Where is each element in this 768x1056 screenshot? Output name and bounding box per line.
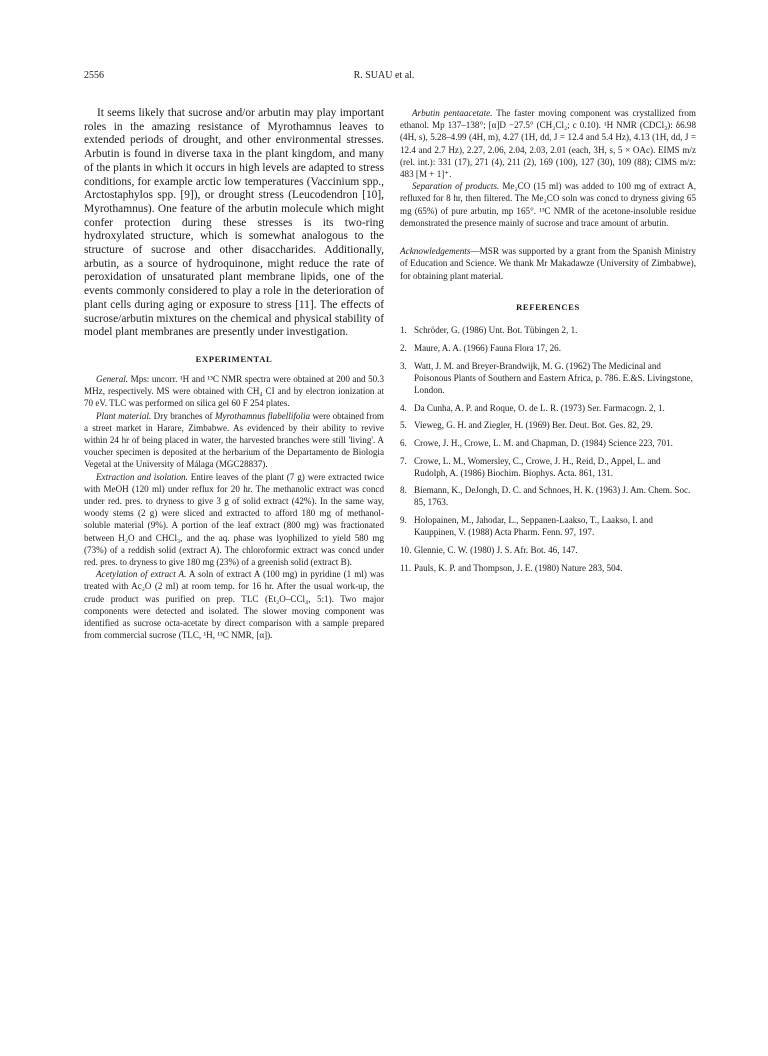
- general-title: General.: [96, 373, 129, 384]
- reference-number: 10.: [400, 544, 412, 555]
- reference-text: Vieweg, G. H. and Ziegler, H. (1969) Ber. Deut. Bot. Ges. 82, 29.: [414, 420, 653, 431]
- intro-paragraph: It seems likely that sucrose and/or arbutin may play important roles in the amazing resistance of Myrothamnus leaves to extended periods of drought, and other environmental stresses. Arbutin is found in diverse taxa in the plant kingdom, and many of the plants in which it occurs in high levels are adapted to stress conditions, for example arctic low temperatures (Vaccinium spp., Arctostaphylos spp. [9]), or drought stress (Leucodendron [10], Myrothamnus). One feature of the arbutin molecule which might confer protection during these stresses is its two-ring hydroxylated structure, which is somewhat analogous to the structure of sucrose and other disaccharides. Additionally, arbutin, as a source of hydroquinone, might reduce the rate of peroxidation of unsaturated plant membrane lipids, one of the events commonly considered to play a role in the deterioration of plant cells during aging or exposure to stress [11]. The effects of sucrose/arbutin mixtures on the chemical and physical stability of model plant membranes are presently under investigation.: [84, 107, 384, 339]
- acetylation-title: Acetylation of extract A.: [96, 569, 187, 580]
- extraction-text: Entire leaves of the plant (7 g) were extracted twice with MeOH (120 ml) under reflux for 20 hr. The methanolic extract was concd under red. pres. to dryness to give 3 g of solid extract (42%). In the same way, woody stems (2 g) were sliced and extracted to afford 180 mg of methanol-soluble material (9%). A portion of the leaf extract (800 mg) was fractionated between H₂O and CHCl₃, and the aq. phase was lyophilized to yield 580 mg (73%) of a reddish solid (extract A). The chloroformic extract was concd under red. pres. to dryness to give 180 mg (23%) of a greenish solid (extract B).: [84, 471, 384, 567]
- experimental-heading: EXPERIMENTAL: [195, 353, 273, 364]
- reference-item: [400, 342, 696, 354]
- reference-text: Da Cunha, A. P. and Roque, O. de L. R. (1973) Ser. Farmacogn. 2, 1.: [414, 402, 665, 413]
- reference-number: 4.: [400, 402, 407, 413]
- reference-item: [400, 402, 696, 414]
- references-heading: REFERENCES: [516, 302, 580, 313]
- acknowledgements-paragraph: [400, 245, 696, 282]
- reference-text: Crowe, J. H., Crowe, L. M. and Chapman, D. (1984) Science 223, 701.: [414, 437, 673, 448]
- plant-material-paragraph: [84, 410, 384, 471]
- acetylation-paragraph: [84, 568, 384, 641]
- reference-item: [400, 324, 696, 336]
- reference-number: 1.: [400, 325, 407, 336]
- reference-number: 11.: [400, 562, 412, 573]
- page-number: 2556: [84, 70, 104, 81]
- reference-number: 8.: [400, 485, 407, 496]
- reference-text: Pauls, K. P. and Thompson, J. E. (1980) Nature 283, 504.: [414, 562, 623, 573]
- reference-item: [400, 360, 696, 396]
- plant-material-title: Plant material.: [96, 410, 152, 421]
- reference-number: 9.: [400, 515, 407, 526]
- arbutin-text: The faster moving component was crystallized from ethanol. Mp 137–138°; [α]D −27.5° (CH₂Cl₂; c 0.10). ¹H NMR (CDCl₃): δ6.98 (4H, s), 5.28–4.99 (4H, m), 4.27 (1H, dd, J = 12.4 and 5.4 Hz), 4.13 (1H, dd, J = 12.4 and 2.7 Hz), 2.27, 2.06, 2.04, 2.03, 2.01 (each, 3H, s, 5 × OAc). EIMS m/z (rel. int.): 331 (17), 271 (4), 211 (2), 169 (100), 127 (30), 109 (88); CIMS m/z: 483 [M + 1]⁺.: [400, 108, 697, 180]
- reference-number: 7.: [400, 455, 407, 466]
- reference-text: Watt, J. M. and Breyer-Brandwijk, M. G. (1962) The Medicinal and Poisonous Plants of Southern and Eastern Africa, p. 786. E.&S. Livingstone, London.: [414, 360, 693, 395]
- right-column: [400, 107, 696, 579]
- reference-text: Glennie, C. W. (1980) J. S. Afr. Bot. 46, 147.: [414, 544, 578, 555]
- arbutin-paragraph: [400, 107, 696, 180]
- page-header: [0, 70, 768, 84]
- separation-paragraph: [400, 180, 696, 229]
- reference-list: [400, 324, 696, 573]
- plant-species: Myrothamnus flabellifolia: [214, 410, 311, 421]
- reference-item: [400, 562, 696, 574]
- reference-item: [400, 455, 696, 479]
- separation-text: Me₂CO (15 ml) was added to 100 mg of extract A, refluxed for 8 hr, then filtered. The Me₂CO soln was concd to dryness giving 65 mg (65%) of pure arbutin, mp 165°. ¹³C NMR of the acetone-insoluble residue demonstrated the presence mainly of sucrose and trace amount of arbutin.: [400, 181, 696, 228]
- general-text: Mps: uncorr. ¹H and ¹³C NMR spectra were obtained at 200 and 50.3 MHz, respectively. MS were obtained with CH₄ CI and by electron ionization at 70 eV. TLC was performed on silica gel 60 F 254 plates.: [84, 373, 384, 409]
- reference-text: Schröder, G. (1986) Unt. Bot. Tübingen 2, 1.: [414, 325, 578, 336]
- left-column: [84, 107, 384, 641]
- plant-material-text-1: Dry branches of: [153, 410, 213, 421]
- reference-item: [400, 484, 696, 508]
- reference-text: Holopainen, M., Jahodar, L., Seppanen-Laakso, T., Laakso, I. and Kauppinen, V. (1988) Acta Pharm. Fenn. 97, 197.: [414, 515, 653, 538]
- reference-text: Crowe, L. M., Womersley, C., Crowe, J. H., Reid, D., Appel, L. and Rudolph, A. (1986) Biochim. Biophys. Acta. 861, 131.: [414, 455, 661, 478]
- reference-item: [400, 514, 696, 538]
- extraction-title: Extraction and isolation.: [96, 471, 188, 482]
- reference-text: Biemann, K., DeJongh, D. C. and Schnoes, H. K. (1963) J. Am. Chem. Soc. 85, 1763.: [414, 485, 691, 508]
- reference-item: [400, 544, 696, 556]
- general-paragraph: [84, 373, 384, 410]
- reference-number: 5.: [400, 420, 407, 431]
- acknowledgements-text: —MSR was supported by a grant from the Spanish Ministry of Education and Science. We thank Mr Makadawze (University of Zimbabwe), for obtaining plant material.: [400, 246, 696, 281]
- reference-text: Maure, A. A. (1966) Fauna Flora 17, 26.: [414, 342, 561, 353]
- separation-title: Separation of products.: [412, 181, 500, 192]
- reference-number: 6.: [400, 437, 407, 448]
- acetylation-text: A soln of extract A (100 mg) in pyridine (1 ml) was treated with Ac₂O (2 ml) at room temp. for 16 hr. After the usual work-up, the crude product was purified on prep. TLC (Et₂O–CCl₄, 5:1). Two major components were detected and isolated. The slower moving component was identified as sucrose octa-acetate by direct comparison with a sample prepared from commercial sucrose (TLC, ¹H, ¹³C NMR, [α]).: [84, 569, 384, 641]
- running-head: R. SUAU et al.: [353, 70, 415, 81]
- reference-item: [400, 437, 696, 449]
- acknowledgements-title: Acknowledgements: [400, 246, 471, 257]
- arbutin-title: Arbutin pentaacetate.: [412, 108, 493, 118]
- extraction-paragraph: [84, 471, 384, 569]
- reference-number: 2.: [400, 342, 407, 353]
- reference-number: 3.: [400, 360, 407, 371]
- reference-item: [400, 419, 696, 431]
- plant-material-text-2: were obtained from a street market in Harare, Zimbabwe. As evidenced by their ability to revive within 24 hr of being placed in water, the harvested branches were still 'living'. A voucher specimen is deposited at the herbarium of the Departamento de Biologia Vegetal at the University of Málaga (MGC28837).: [84, 410, 384, 470]
